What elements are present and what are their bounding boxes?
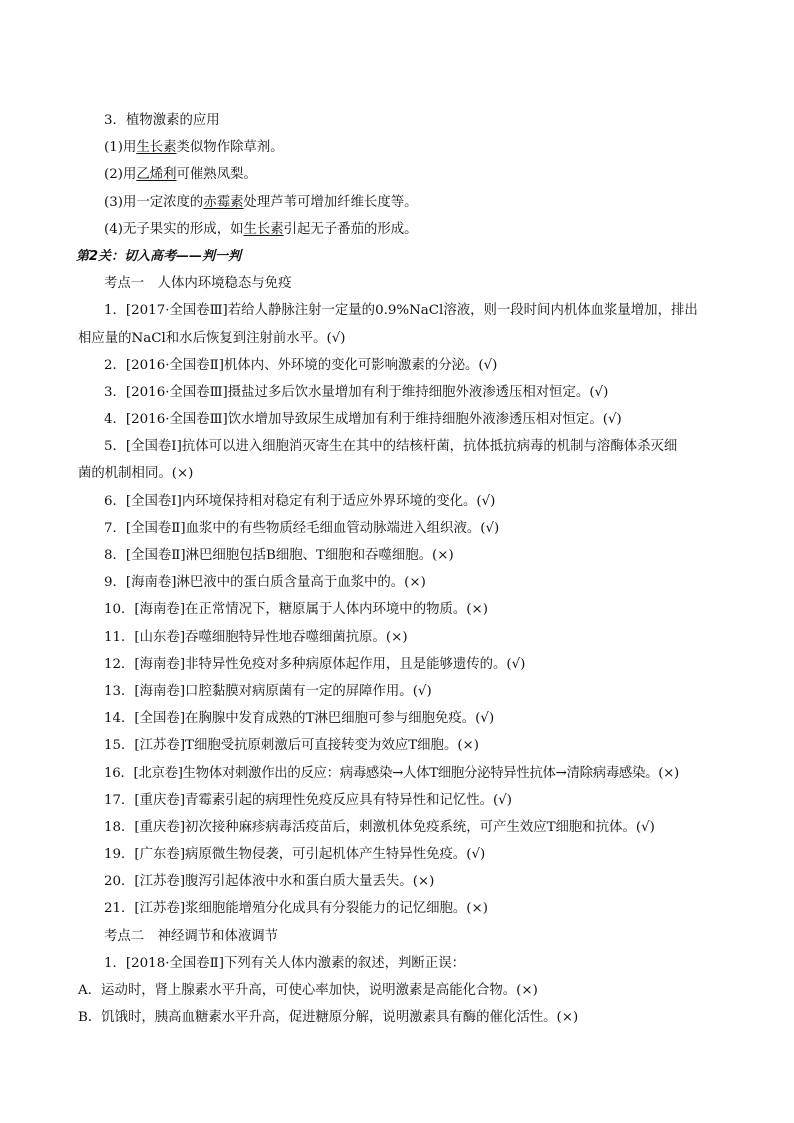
item-text: 处理芦苇可增加纤维长度等。: [243, 194, 418, 210]
key-point-title: 考点二 神经调节和体液调节: [104, 928, 279, 944]
item-text: 引起无子番茄的形成。: [283, 221, 418, 237]
item-text: (1)用: [104, 140, 137, 156]
item-text: (3)用一定浓度的: [104, 194, 204, 210]
question-item: 11．[山东卷]吞噬细胞特异性地吞噬细菌抗原。(×): [104, 629, 408, 645]
question-item: 17．[重庆卷]青霉素引起的病理性免疫反应具有特异性和记忆性。(√): [104, 792, 513, 808]
question-line: 5．[全国卷Ⅰ]抗体可以进入细胞消灭寄生在其中的结核杆菌，抗体抵抗病毒的机制与溶酶体杀灭细: [104, 439, 678, 455]
question-item: 15．[江苏卷]T细胞受抗原刺激后可直接转变为效应T细胞。(×): [104, 738, 480, 754]
question-line: 相应量的NaCl和水后恢复到注射前水平。(√): [78, 330, 346, 346]
stage-heading: 第2关：切入高考——判一判: [76, 248, 242, 264]
application-item: [78, 166, 730, 183]
question-item: 9．[海南卷]淋巴液中的蛋白质含量高于血浆中的。(×): [104, 575, 426, 591]
answer-option: A．运动时，肾上腺素水平升高，可使心率加快，说明激素是高能化合物。(×): [78, 983, 538, 998]
application-item: [78, 194, 730, 211]
question-item: 20．[江苏卷]腹泻引起体液中水和蛋白质大量丢失。(×): [104, 874, 435, 890]
question-line: 菌的机制相同。(×): [78, 466, 194, 482]
underlined-term: 赤霉素: [203, 194, 244, 210]
question-item: 18．[重庆卷]初次接种麻疹病毒活疫苗后，刺激机体免疫系统，可产生效应T细胞和抗体。(√): [104, 819, 655, 835]
answer-option: B．饥饿时，胰高血糖素水平升高，促进糖原分解，说明激素具有酶的催化活性。(×): [78, 1010, 579, 1026]
question-line: 1．[2017·全国卷Ⅲ]若给人静脉注射一定量的0.9%NaCl溶液，则一段时间内机体血浆量增加，排出: [104, 303, 698, 319]
item-text: (2)用: [104, 167, 137, 183]
item-text: 类似物作除草剂。: [176, 140, 284, 156]
question-item: 16．[北京卷]生物体对刺激作出的反应：病毒感染→人体T细胞分泌特异性抗体→清除病毒感染。(×): [104, 765, 679, 781]
question-item: 3．[2016·全国卷Ⅲ]摄盐过多后饮水量增加有利于维持细胞外液渗透压相对恒定。(√): [104, 384, 609, 400]
question-item: 21．[江苏卷]浆细胞能增殖分化成具有分裂能力的记忆细胞。(×): [104, 901, 488, 917]
question-item: 2．[2016·全国卷Ⅱ]机体内、外环境的变化可影响激素的分泌。(√): [104, 357, 498, 373]
question-item: 1．[2018·全国卷Ⅱ]下列有关人体内激素的叙述，判断正误：: [104, 955, 465, 971]
question-item: 14．[全国卷]在胸腺中发育成熟的T淋巴细胞可参与细胞免疫。(√): [104, 711, 495, 727]
question-item: 13．[海南卷]口腔黏膜对病原菌有一定的屏障作用。(√): [104, 683, 432, 699]
application-item: [78, 221, 730, 238]
document-content: [78, 112, 730, 1036]
question-item: 8．[全国卷Ⅱ]淋巴细胞包括B细胞、T细胞和吞噬细胞。(×): [104, 548, 454, 563]
underlined-term: 乙烯利: [136, 167, 177, 183]
key-point-title: 考点一 人体内环境稳态与免疫: [104, 276, 292, 292]
application-item: [78, 139, 730, 156]
question-item: [78, 438, 730, 482]
question-item: 10．[海南卷]在正常情况下，糖原属于人体内环境中的物质。(×): [104, 602, 488, 618]
underlined-term: 生长素: [243, 221, 284, 237]
item-text: (4)无子果实的形成，如: [104, 221, 244, 237]
question-item: 19．[广东卷]病原微生物侵袭，可引起机体产生特异性免疫。(√): [104, 847, 486, 863]
section-title-plant-hormone-applications: 3．植物激素的应用: [104, 113, 220, 128]
item-text: 可催熟凤梨。: [176, 167, 257, 183]
question-item: 7．[全国卷Ⅱ]血浆中的有些物质经毛细血管动脉端进入组织液。(√): [104, 520, 500, 536]
question-item: 4．[2016·全国卷Ⅲ]饮水增加导致尿生成增加有利于维持细胞外液渗透压相对恒定。(√): [104, 412, 622, 428]
question-item: 6．[全国卷Ⅰ]内环境保持相对稳定有利于适应外界环境的变化。(√): [104, 493, 496, 509]
question-item: 12．[海南卷]非特异性免疫对多种病原体起作用，且是能够遗传的。(√): [104, 656, 526, 672]
question-item: [78, 302, 730, 346]
underlined-term: 生长素: [136, 140, 177, 156]
